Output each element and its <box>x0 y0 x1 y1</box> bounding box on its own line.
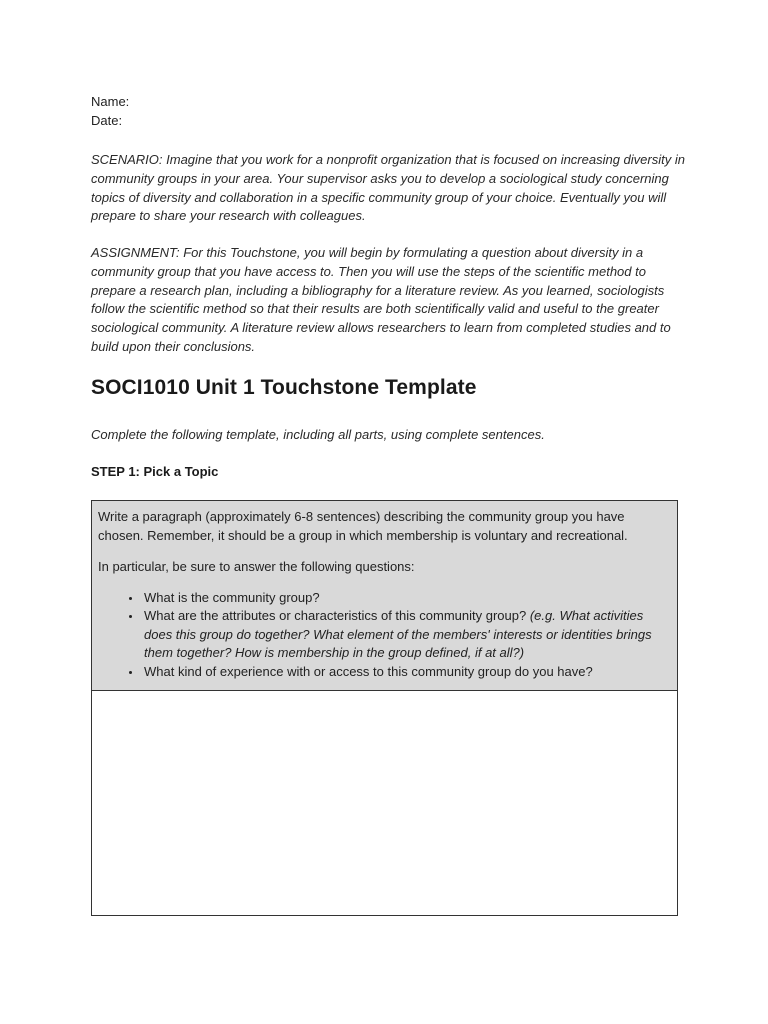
list-item <box>142 607 671 663</box>
step-1-prompt-cell <box>92 501 677 691</box>
name-label: Name: <box>91 94 130 109</box>
question-text: What kind of experience with or access to this community group do you have? <box>144 663 593 679</box>
assignment-paragraph: ASSIGNMENT: For this Touchstone, you will begin by formulating a question about diversity in a community group that you have access to. Then you will use the steps of the scientific method to prepare a research plan, including a bibliography for a literature review. As you learned, sociologists follow the scientific method so that their results are both scientifically valid and useful to the greater sociological community. A literature review allows researchers to learn from completed studies and to build upon their conclusions. <box>91 245 671 354</box>
instructions-text: Complete the following template, including all parts, using complete sentences. <box>91 427 545 442</box>
step-1-answer-area[interactable] <box>92 691 677 915</box>
question-list <box>98 589 671 682</box>
question-text: What are the attributes or characteristics of this community group? <box>144 608 530 623</box>
step-1-heading: STEP 1: Pick a Topic <box>91 464 219 479</box>
list-item <box>142 589 671 608</box>
list-item <box>142 663 671 682</box>
step-1-prompt: Write a paragraph (approximately 6-8 sentences) describing the community group you have chosen. Remember, it should be a group in which membership is voluntary and recreational. <box>98 509 628 543</box>
date-label: Date: <box>91 113 123 128</box>
step-1-table <box>91 500 678 916</box>
question-example: (e.g. What activities does this group do together? What element of the members' interests or identities brings them together? How is membership in the group defined, if at all?) <box>144 608 652 660</box>
scenario-paragraph: SCENARIO: Imagine that you work for a nonprofit organization that is focused on increasing diversity in community groups in your area. Your supervisor asks you to develop a sociological study concerning topics of diversity and collaboration in a specific community group of your choice. Eventually you will prepare to share your research with colleagues. <box>91 152 685 224</box>
step-1-lead: In particular, be sure to answer the following questions: <box>98 559 415 574</box>
page-title: SOCI1010 Unit 1 Touchstone Template <box>91 376 477 399</box>
question-text: What is the community group? <box>144 589 320 605</box>
